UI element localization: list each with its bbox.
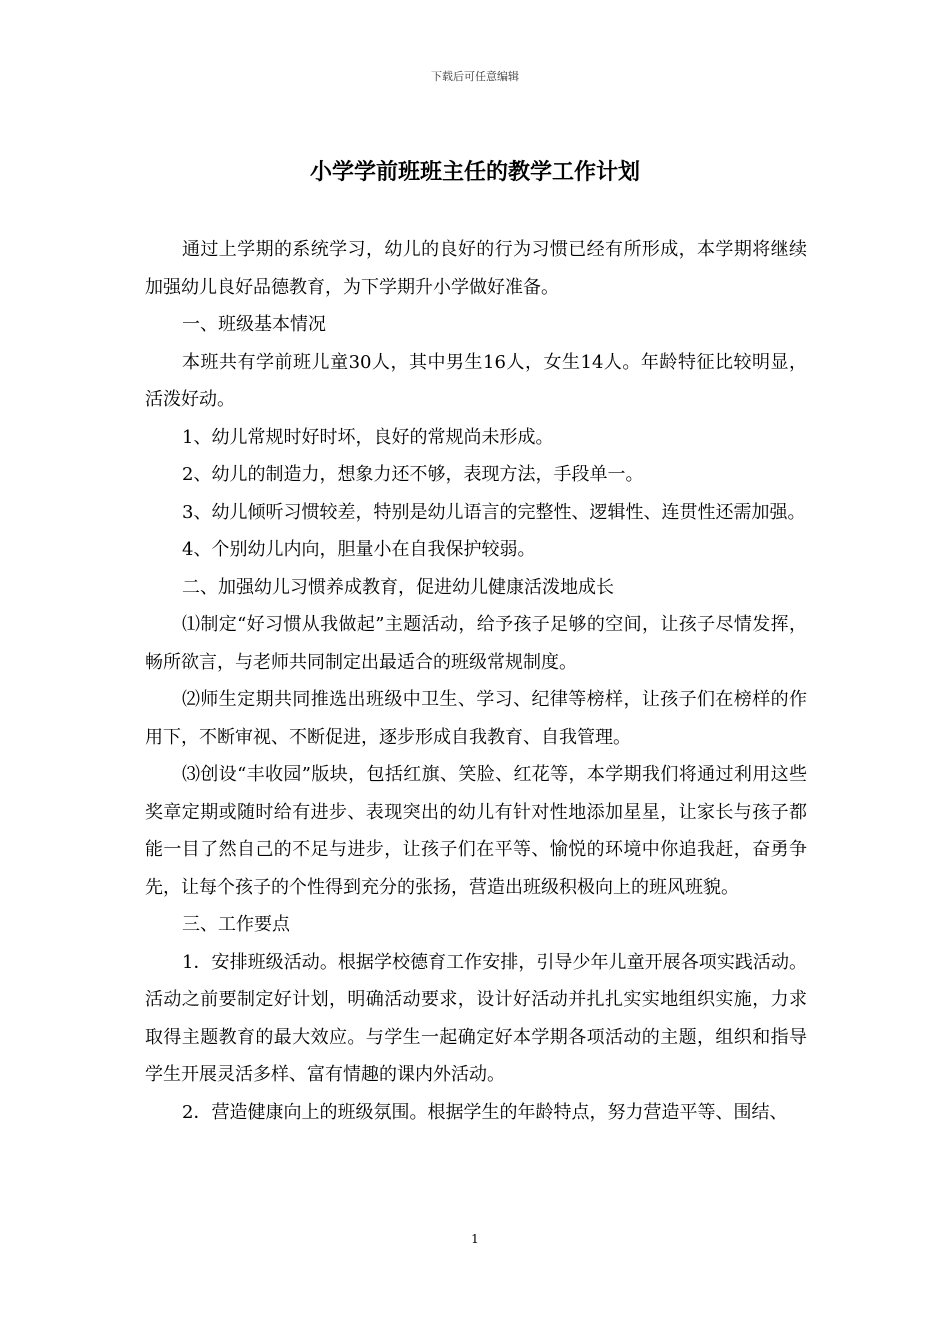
document-title: 小学学前班班主任的教学工作计划 [309,160,640,185]
section-heading: 二、加强幼儿习惯养成教育，促进幼儿健康活泼地成长 [182,576,614,598]
list-item: ⑵师生定期共同推选出班级中卫生、学习、纪律等榜样，让孩子们在榜样的作用下，不断审视、不断促进，逐步形成自我教育、自我管理。 [145,689,807,748]
list-item: 2、幼儿的制造力，想象力还不够，表现方法，手段单一。 [182,464,644,485]
list-item: 3、幼儿倾听习惯较差，特别是幼儿语言的完整性、逻辑性、连贯性还需加强。 [182,501,806,523]
page-number: 1 [471,1232,479,1246]
paragraph: 通过上学期的系统学习，幼儿的良好的行为习惯已经有所形成，本学期将继续加强幼儿良好品德教育，为下学期升小学做好准备。 [145,239,807,298]
list-item: 1．安排班级活动。根据学校德育工作安排，引导少年儿童开展各项实践活动。活动之前要制定好计划，明确活动要求，设计好活动并扎扎实实地组织实施，力求取得主题教育的最大效应。与学生一起确定好本学期各项活动的主题，组织和指导学生开展灵活多样、富有情趣的课内外活动。 [145,951,807,1085]
header-note: 下载后可任意编辑 [431,70,519,83]
section-heading: 一、班级基本情况 [182,314,326,335]
document-body [145,231,807,1131]
list-item: 2．营造健康向上的班级氛围。根据学生的年龄特点，努力营造平等、围结、 [182,1101,788,1123]
list-item: ⑶创设“丰收园”版块，包括红旗、笑脸、红花等，本学期我们将通过利用这些奖章定期或随时给有进步、表现突出的幼儿有针对性地添加星星，让家长与孩子都能一目了然自己的不足与进步，让孩子们在平等、愉悦的环境中你追我赶，奋勇争先，让每个孩子的个性得到充分的张扬，营造出班级积极向上的班风班貌。 [145,764,807,898]
list-item: 4、个别幼儿内向，胆量小在自我保护较弱。 [182,539,536,560]
list-item: ⑴制定“好习惯从我做起”主题活动，给予孩子足够的空间，让孩子尽情发挥，畅所欲言，与老师共同制定出最适合的班级常规制度。 [145,614,807,673]
section-heading: 三、工作要点 [182,914,290,935]
paragraph: 本班共有学前班儿童30人，其中男生16人，女生14人。年龄特征比较明显，活泼好动。 [145,351,807,410]
list-item: 1、幼儿常规时好时坏，良好的常规尚未形成。 [182,426,554,448]
